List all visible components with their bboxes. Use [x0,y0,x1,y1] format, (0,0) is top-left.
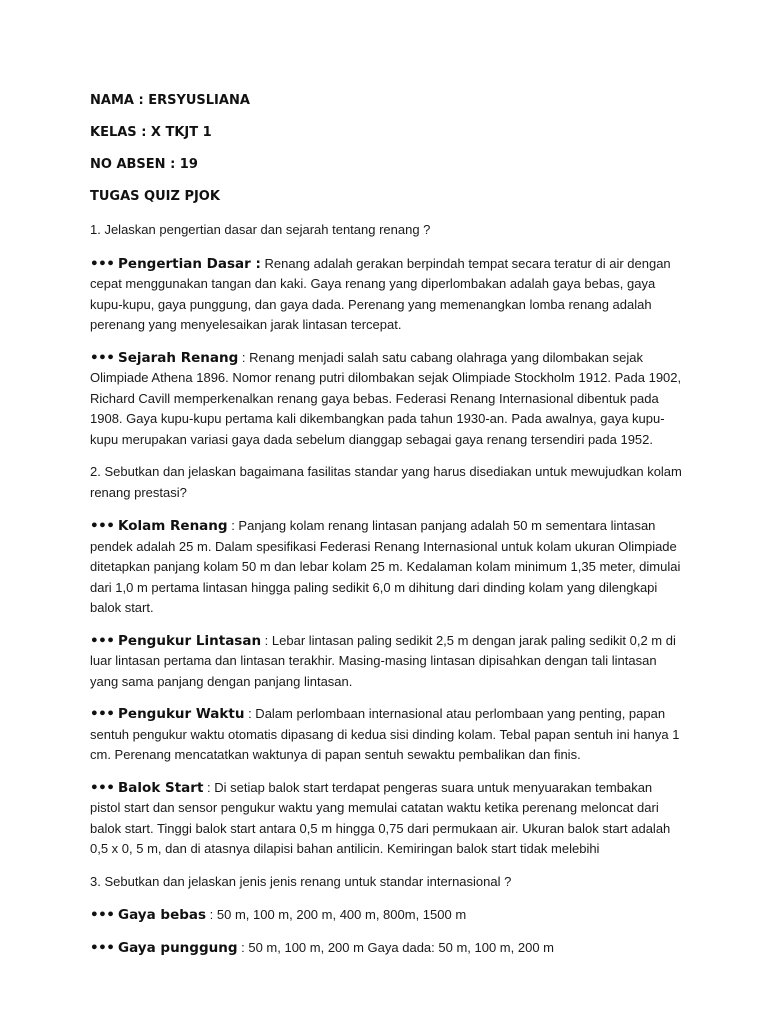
student-name: NAMA : ERSYUSLIANA [90,93,250,108]
answer-pengukur-waktu [90,704,682,766]
answer-sejarah-renang [90,348,682,451]
answer-term: Pengukur Lintasan [118,632,262,649]
student-number: NO ABSEN : 19 [90,157,198,172]
student-header [90,92,250,220]
answer-gaya-bebas [90,905,682,926]
answer-text: : Dalam perlombaan internasional atau perlombaan yang penting, papan sentuh pengukur waktu otomatis dipasang di kedua sisi dinding kolam. Tebal papan sentuh ini hanya 1 cm. Perenang mencatatkan waktunya di papan sentuh sewaktu pembalikan dan finis. [90,706,680,762]
bullet-marker: ••• [90,518,115,534]
answer-text: : Lebar lintasan paling sedikit 2,5 m dengan jarak paling sedikit 0,2 m di luar lintasan pertama dan lintasan terakhir. Masing-masing lintasan dipisahkan dengan tali lintasan yang sama panjang dengan panjang lintasan. [90,632,676,689]
answer-balok-start [90,778,682,860]
answer-text: : 50 m, 100 m, 200 m, 400 m, 800m, 1500 m [206,907,467,922]
answer-term: Gaya punggung [118,939,238,956]
answer-kolam-renang [90,516,682,619]
question-1: 1. Jelaskan pengertian dasar dan sejarah tentang renang ? [90,222,431,237]
answer-pengertian-dasar [90,254,682,336]
bullet-marker: ••• [90,779,115,796]
answer-text: : Di setiap balok start terdapat pengeras suara untuk menyuarakan tembakan pistol start dan sensor pengukur waktu yang memulai catatan waktu ketika perenang meloncat dari balok start. Tinggi balok start antara 0,5 m hingga 0,75 dari permukaan air. Ukuran balok start adalah 0,5 x 0, 5 m, dan di atasnya dilapisi bahan antilicin. Kemiringan balok start tidak melebihi [90,779,671,856]
document-body [90,220,682,970]
answer-term: Pengukur Waktu [118,706,245,722]
answer-term: Balok Start [118,779,204,796]
bullet-marker: ••• [90,907,115,923]
assignment-title: TUGAS QUIZ PJOK [90,189,220,204]
answer-text: : Renang menjadi salah satu cabang olahraga yang dilombakan sejak Olimpiade Athena 1896. Nomor renang putri dilombakan sejak Olimpiade Stockholm 1912. Pada 1902, Richard Cavill memperkenalkan renang gaya bebas. Federasi Renang Internasional dibentuk pada 1908. Gaya kupu-kupu pertama kali dikembangkan pada tahun 1930-an. Pada awalnya, gaya kupu-kupu merupakan variasi gaya dada sebelum dianggap sebagai gaya renang tersendiri pada 1952. [90,349,682,447]
answer-pengukur-lintasan [90,631,682,693]
question-3: 3. Sebutkan dan jelaskan jenis jenis renang untuk standar internasional ? [90,873,512,889]
student-class: KELAS : X TKJT 1 [90,125,212,140]
answer-gaya-punggung [90,938,682,959]
bullet-marker: ••• [90,706,115,722]
question-2: 2. Sebutkan dan jelaskan bagaimana fasilitas standar yang harus disediakan untuk mewujudkan kolam renang prestasi? [90,464,682,500]
answer-term: Gaya bebas [118,907,207,923]
answer-term: Sejarah Renang [118,349,239,366]
answer-term: Pengertian Dasar : [118,255,261,272]
bullet-marker: ••• [90,939,115,956]
bullet-marker: ••• [90,632,115,649]
bullet-marker: ••• [90,349,115,366]
answer-term: Kolam Renang [118,518,228,534]
bullet-marker: ••• [90,255,115,272]
answer-text: : 50 m, 100 m, 200 m Gaya dada: 50 m, 100 m, 200 m [237,939,554,955]
answer-text: : Panjang kolam renang lintasan panjang adalah 50 m sementara lintasan pendek adalah 25 m. Dalam spesifikasi Federasi Renang Internasional untuk kolam ukuran Olimpiade ditetapkan panjang kolam 50 m dan lebar kolam 25 m. Kedalaman kolam minimum 1,35 meter, dimulai dari 1,0 m pertama lintasan hingga paling sedikit 6,0 m dihitung dari dinding kolam yang dilengkapi balok start. [90,518,681,615]
answer-text: Renang adalah gerakan berpindah tempat secara teratur di air dengan cepat menggunakan tangan dan kaki. Gaya renang yang diperlombakan adalah gaya bebas, gaya kupu-kupu, gaya punggung, dan gaya dada. Perenang yang memenangkan lomba renang adalah perenang yang menyelesaikan jarak lintasan tercepat. [90,255,671,332]
